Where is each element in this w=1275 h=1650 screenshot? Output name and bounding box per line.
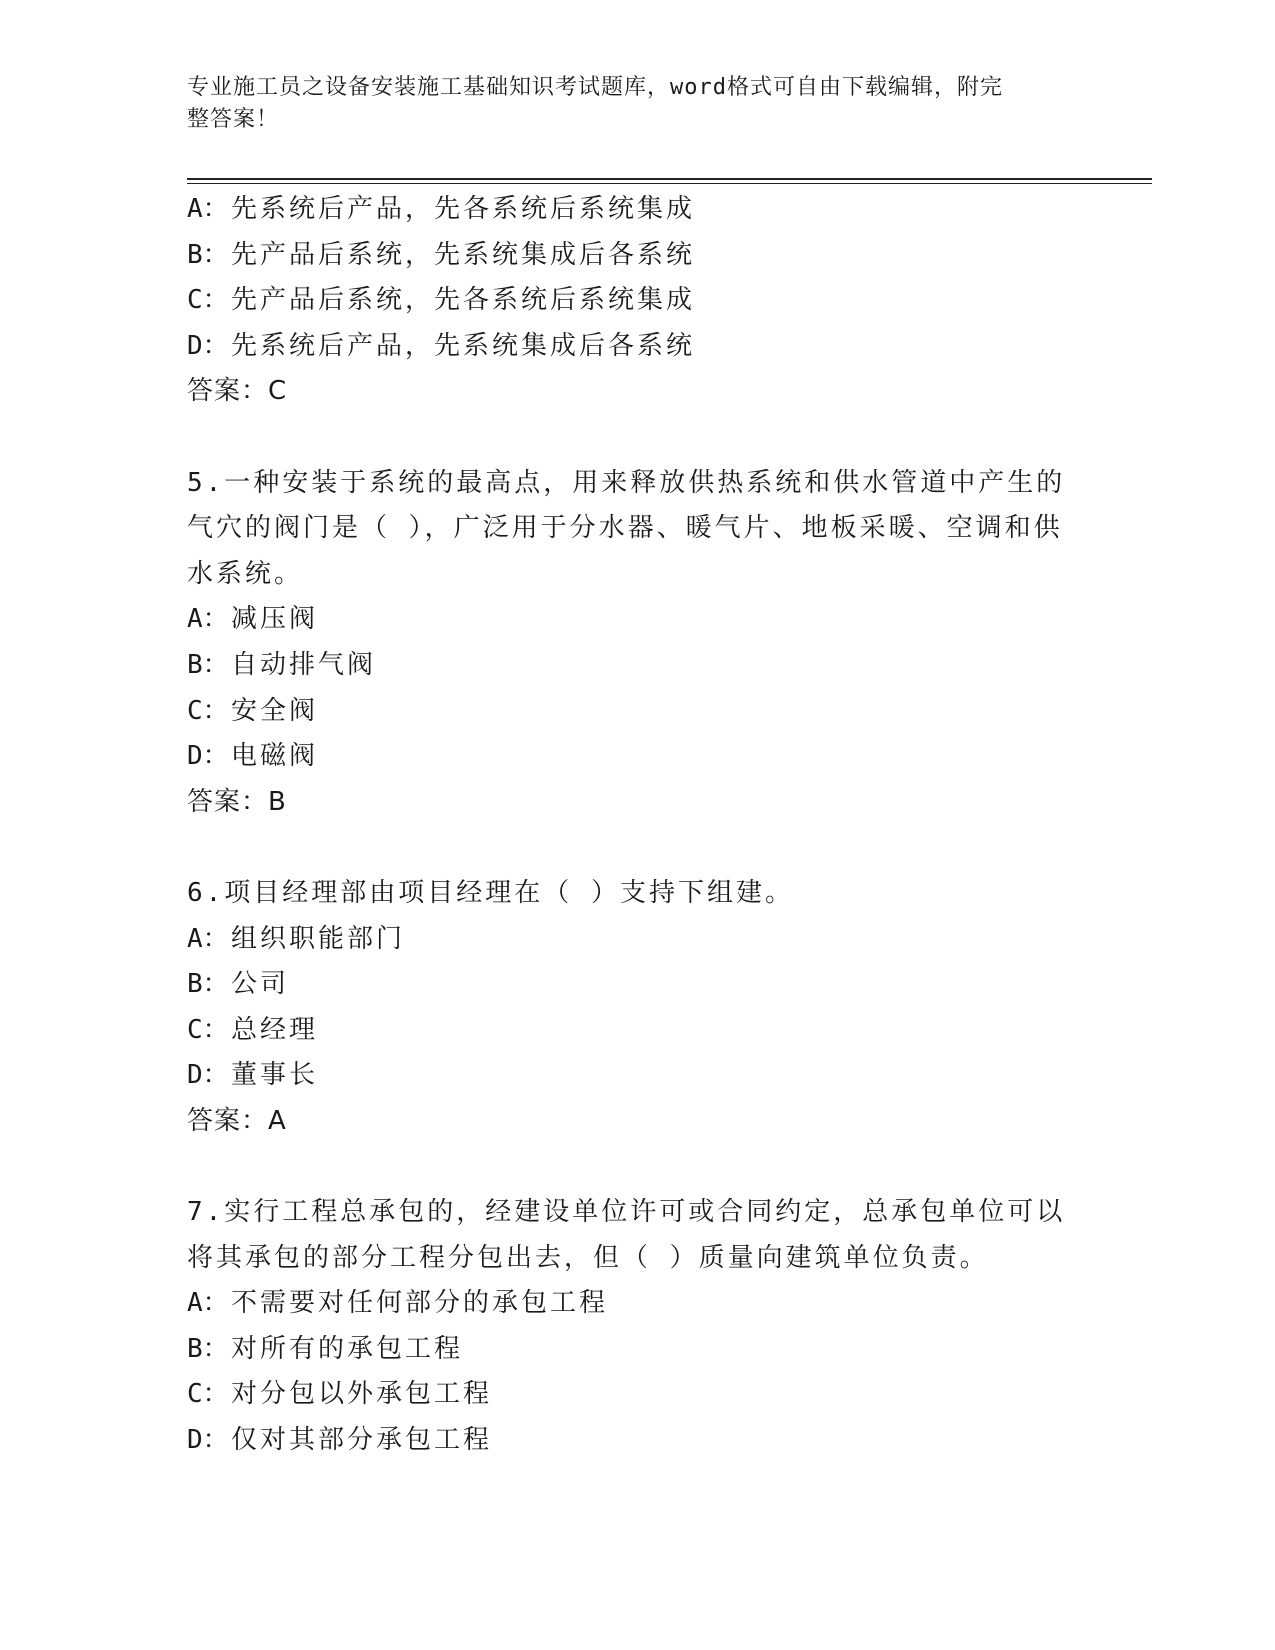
option-key: A： (187, 1288, 229, 1319)
option-b (187, 962, 1087, 1008)
option-c (187, 689, 1087, 735)
question-stem-line: 将其承包的部分工程分包出去，但（ ）质量向建筑单位负责。 (187, 1242, 989, 1273)
option-text: 公司 (231, 969, 290, 1000)
option-c (187, 1372, 1087, 1418)
option-b (187, 1327, 1087, 1373)
option-text: 先系统后产品，先各系统后系统集成 (231, 194, 696, 224)
option-key: D： (187, 330, 229, 361)
option-key: D： (187, 1425, 229, 1456)
option-text: 先系统后产品，先系统集成后各系统 (231, 330, 696, 361)
option-d (187, 1418, 1087, 1464)
option-key: D： (187, 1060, 229, 1091)
option-text: 先产品后系统，先系统集成后各系统 (231, 239, 696, 270)
spacer (187, 415, 1087, 461)
option-key: C： (187, 1379, 229, 1410)
spacer (187, 825, 1087, 871)
option-text: 董事长 (231, 1060, 319, 1091)
option-a (187, 1281, 1087, 1327)
option-text: 组织职能部门 (231, 923, 406, 954)
question-5 (187, 461, 1087, 826)
option-b (187, 233, 1087, 279)
question-7 (187, 1190, 1087, 1464)
option-text: 仅对其部分承包工程 (231, 1425, 493, 1456)
answer-line: 答案：B (187, 786, 287, 817)
header-divider-thick (187, 178, 1152, 180)
option-b (187, 643, 1087, 689)
option-text: 对所有的承包工程 (231, 1333, 464, 1364)
option-key: A： (187, 604, 229, 635)
question-content (187, 187, 1087, 1464)
option-key: A： (187, 194, 229, 224)
option-key: B： (187, 1333, 229, 1364)
option-key: C： (187, 285, 229, 316)
option-a (187, 187, 1087, 233)
header-line-2: 整答案！ (187, 107, 280, 132)
spacer (187, 1144, 1087, 1190)
header-divider-thin (187, 183, 1152, 184)
question-stem-line: 5.一种安装于系统的最高点，用来释放供热系统和供水管道中产生的 (187, 467, 1066, 498)
option-d (187, 324, 1087, 370)
answer-line: 答案：A (187, 1105, 287, 1136)
option-d (187, 1053, 1087, 1099)
option-text: 电磁阀 (231, 741, 319, 772)
option-text: 减压阀 (231, 604, 319, 635)
option-c (187, 278, 1087, 324)
question-stem-line: 6.项目经理部由项目经理在（ ）支持下组建。 (187, 877, 794, 908)
option-key: C： (187, 695, 229, 726)
option-text: 安全阀 (231, 695, 319, 726)
question-6 (187, 871, 1087, 1145)
question-stem-line: 7.实行工程总承包的，经建设单位许可或合同约定，总承包单位可以 (187, 1197, 1066, 1228)
question-4-continued (187, 187, 1087, 415)
answer-line: 答案：C (187, 376, 288, 407)
option-key: D： (187, 741, 229, 772)
option-key: B： (187, 649, 229, 680)
option-key: B： (187, 969, 229, 1000)
question-stem-line: 气穴的阀门是（ ），广泛用于分水器、暖气片、地板采暖、空调和供 (187, 513, 1063, 544)
option-text: 对分包以外承包工程 (231, 1379, 493, 1410)
option-text: 自动排气阀 (231, 649, 377, 680)
option-a (187, 597, 1087, 643)
header-line-1: 专业施工员之设备安装施工基础知识考试题库，word格式可自由下载编辑，附完 (187, 75, 1003, 100)
option-d (187, 734, 1087, 780)
document-header (187, 72, 1067, 136)
option-a (187, 917, 1087, 963)
option-key: B： (187, 239, 229, 270)
question-stem-line: 水系统。 (187, 558, 304, 589)
option-text: 总经理 (231, 1014, 319, 1045)
option-key: C： (187, 1014, 229, 1045)
option-text: 不需要对任何部分的承包工程 (231, 1288, 609, 1319)
option-text: 先产品后系统，先各系统后系统集成 (231, 285, 696, 316)
option-c (187, 1008, 1087, 1054)
option-key: A： (187, 923, 229, 954)
